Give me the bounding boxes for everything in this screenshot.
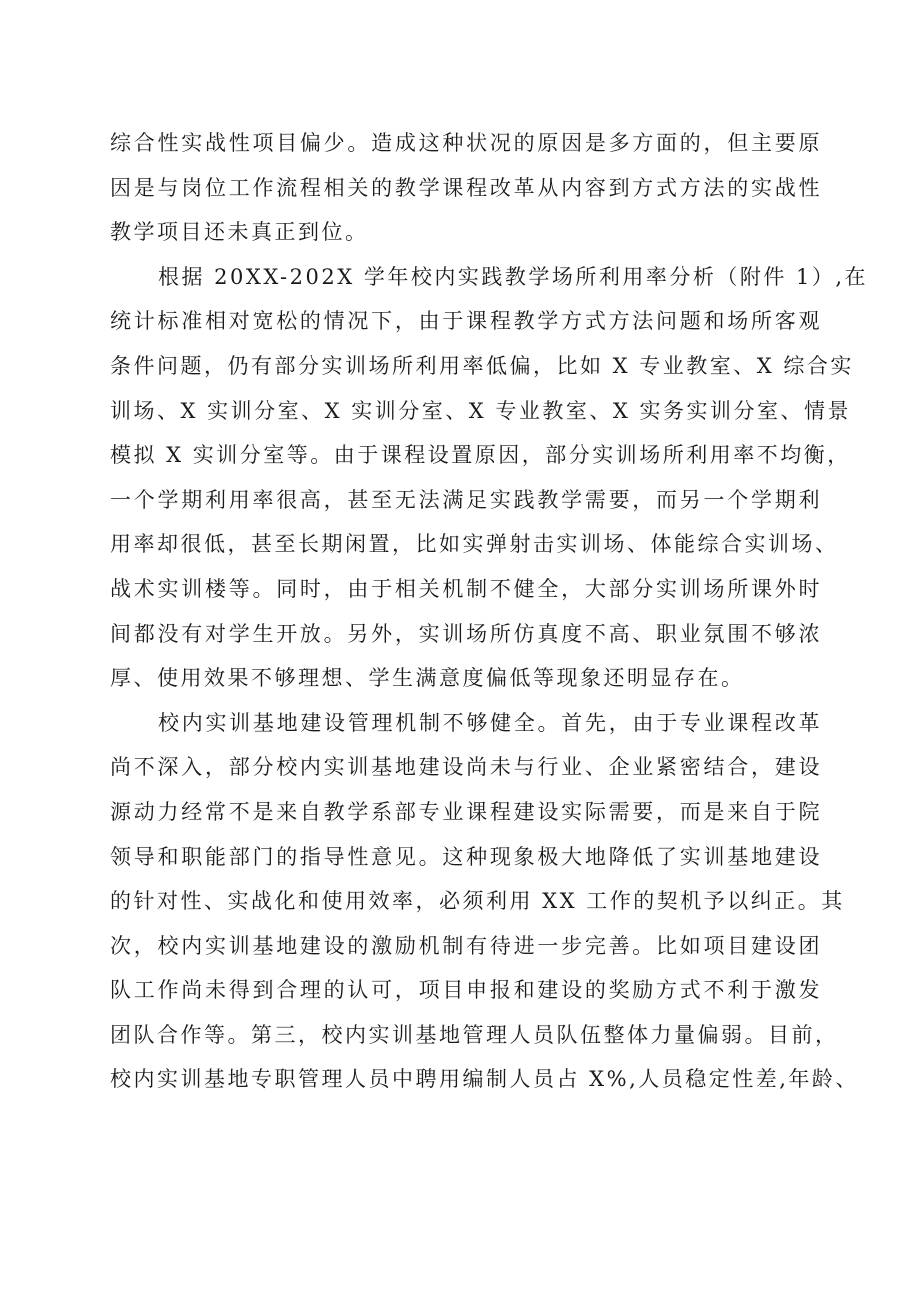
text-line: 一个学期利用率很高，甚至无法满足实践教学需要，而另一个学期利 <box>110 487 822 512</box>
text-line: 教学项目还未真正到位。 <box>110 220 369 245</box>
text-line: 队工作尚未得到合理的认可，项目申报和建设的奖励方式不利于激发 <box>110 978 822 1003</box>
text-line: 次，校内实训基地建设的激励机制有待进一步完善。比如项目建设团 <box>110 933 822 958</box>
text-line: 源动力经常不是来自教学系部专业课程建设实际需要，而是来自于院 <box>110 799 822 824</box>
text-line: 厚、使用效果不够理想、学生满意度偏低等现象还明显存在。 <box>110 666 745 691</box>
text-line: 模拟 X 实训分室等。由于课程设置原因，部分实训场所利用率不均衡， <box>110 443 851 468</box>
text-line: 间都没有对学生开放。另外，实训场所仿真度不高、职业氛围不够浓 <box>110 621 822 646</box>
text-line: 因是与岗位工作流程相关的教学课程改革从内容到方式方法的实战性 <box>110 175 822 200</box>
paragraph <box>110 255 869 701</box>
text-line: 条件问题，仍有部分实训场所利用率低偏，比如 X 专业教室、X 综合实 <box>110 353 854 378</box>
text-line: 训场、X 实训分室、X 实训分室、X 专业教室、X 实务实训分室、情景 <box>110 398 851 423</box>
text-line: 的针对性、实战化和使用效率，必须利用 XX 工作的契机予以纠正。其 <box>110 889 845 914</box>
text-line: 校内实训基地建设管理机制不够健全。首先，由于专业课程改革 <box>158 710 822 735</box>
text-line: 根据 20XX-202X 学年校内实践教学场所利用率分析（附件 1）,在 <box>158 264 869 289</box>
document-body <box>110 121 869 1102</box>
paragraph <box>110 701 859 1102</box>
paragraph <box>110 121 822 255</box>
text-line: 用率却很低，甚至长期闲置，比如实弹射击实训场、体能综合实训场、 <box>110 532 839 557</box>
text-line: 综合性实战性项目偏少。造成这种状况的原因是多方面的，但主要原 <box>110 131 822 155</box>
text-line: 统计标准相对宽松的情况下，由于课程教学方式方法问题和场所客观 <box>110 309 822 334</box>
text-line: 校内实训基地专职管理人员中聘用编制人员占 X%,人员稳定性差,年龄、 <box>110 1067 859 1092</box>
text-line: 领导和职能部门的指导性意见。这种现象极大地降低了实训基地建设 <box>110 844 822 869</box>
text-line: 战术实训楼等。同时，由于相关机制不健全，大部分实训场所课外时 <box>110 576 822 601</box>
text-line: 团队合作等。第三，校内实训基地管理人员队伍整体力量偏弱。目前， <box>110 1022 839 1047</box>
text-line: 尚不深入，部分校内实训基地建设尚未与行业、企业紧密结合，建设 <box>110 755 822 780</box>
